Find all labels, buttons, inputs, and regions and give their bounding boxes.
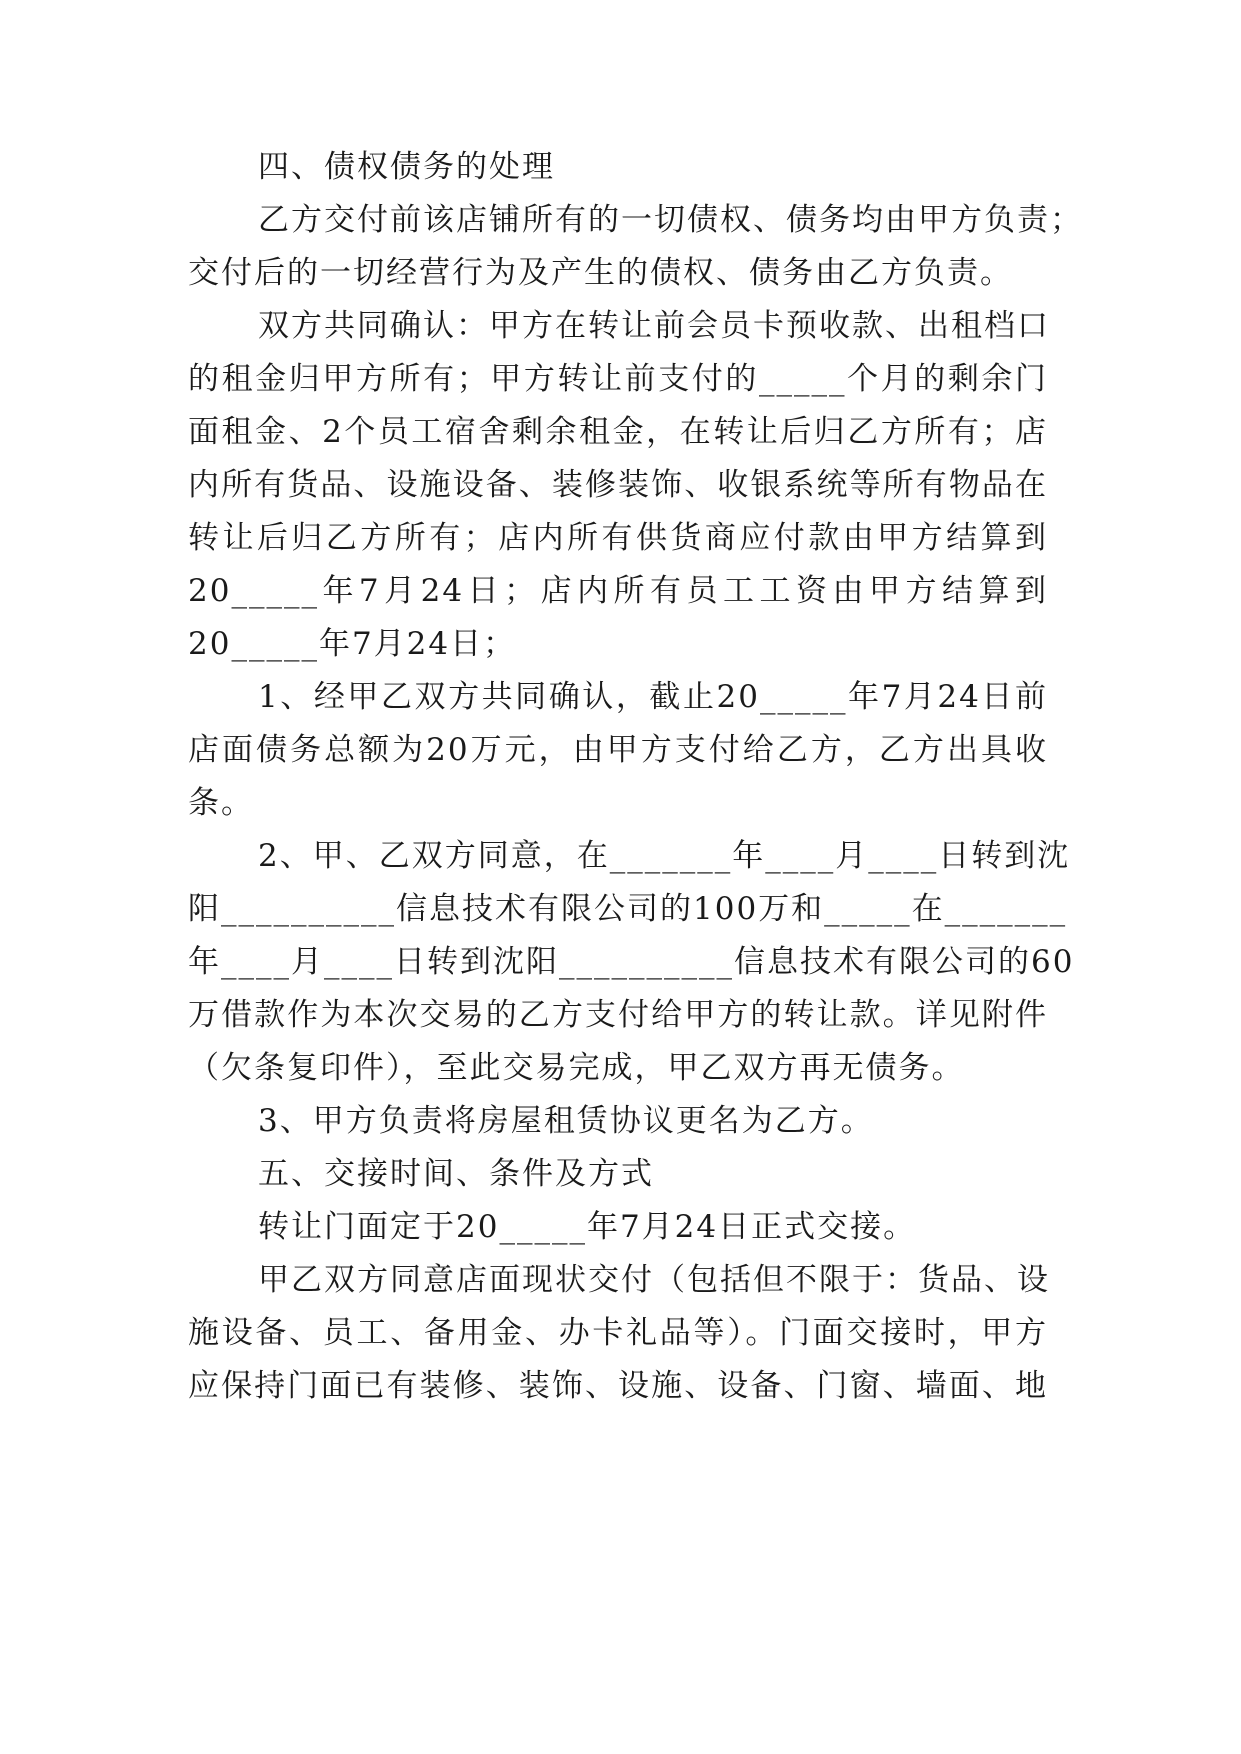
- paragraph-line: 转让门面定于20_____年7月24日正式交接。: [258, 1209, 917, 1245]
- paragraph-line: 转让后归乙方所有；店内所有供货商应付款由甲方结算到: [188, 520, 1048, 556]
- section-heading-handover: 五、交接时间、条件及方式: [258, 1156, 654, 1192]
- clause-2-line: 年____月____日转到沈阳__________信息技术有限公司的60: [188, 944, 1075, 980]
- clause-1-line: 条。: [188, 785, 254, 821]
- paragraph-line: 甲乙双方同意店面现状交付（包括但不限于：货品、设: [258, 1262, 1050, 1298]
- paragraph-line: 的租金归甲方所有；甲方转让前支付的_____个月的剩余门: [188, 361, 1048, 397]
- section-heading-debts: 四、债权债务的处理: [258, 149, 555, 185]
- paragraph-line: 内所有货品、设施设备、装修装饰、收银系统等所有物品在: [188, 467, 1048, 503]
- paragraph-line: 施设备、员工、备用金、办卡礼品等）。门面交接时，甲方: [188, 1315, 1048, 1351]
- paragraph-line: 20_____年7月24日；店内所有员工工资由甲方结算到: [188, 573, 1048, 609]
- clause-1-line: 店面债务总额为20万元，由甲方支付给乙方，乙方出具收: [188, 732, 1048, 768]
- clause-2-line: 阳__________信息技术有限公司的100万和_____在_______: [188, 891, 1068, 927]
- paragraph-line: 20_____年7月24日；: [188, 626, 517, 662]
- paragraph-line: 交付后的一切经营行为及产生的债权、债务由乙方负责。: [188, 255, 1013, 291]
- clause-2-line: 万借款作为本次交易的乙方支付给甲方的转让款。详见附件: [188, 997, 1048, 1033]
- clause-3-line: 3、甲方负责将房屋租赁协议更名为乙方。: [258, 1103, 874, 1139]
- paragraph-line: 双方共同确认：甲方在转让前会员卡预收款、出租档口: [258, 308, 1050, 344]
- clause-2-line: （欠条复印件），至此交易完成，甲乙双方再无债务。: [188, 1050, 965, 1086]
- paragraph-line: 乙方交付前该店铺所有的一切债权、债务均由甲方负责；: [258, 202, 1083, 238]
- clause-1-line: 1、经甲乙双方共同确认，截止20_____年7月24日前: [258, 679, 1048, 715]
- paragraph-line: 应保持门面已有装修、装饰、设施、设备、门窗、墙面、地: [188, 1368, 1048, 1404]
- paragraph-line: 面租金、2个员工宿舍剩余租金，在转让后归乙方所有；店: [188, 414, 1048, 450]
- clause-2-line: 2、甲、乙双方同意，在_______年____月____日转到沈: [258, 838, 1071, 874]
